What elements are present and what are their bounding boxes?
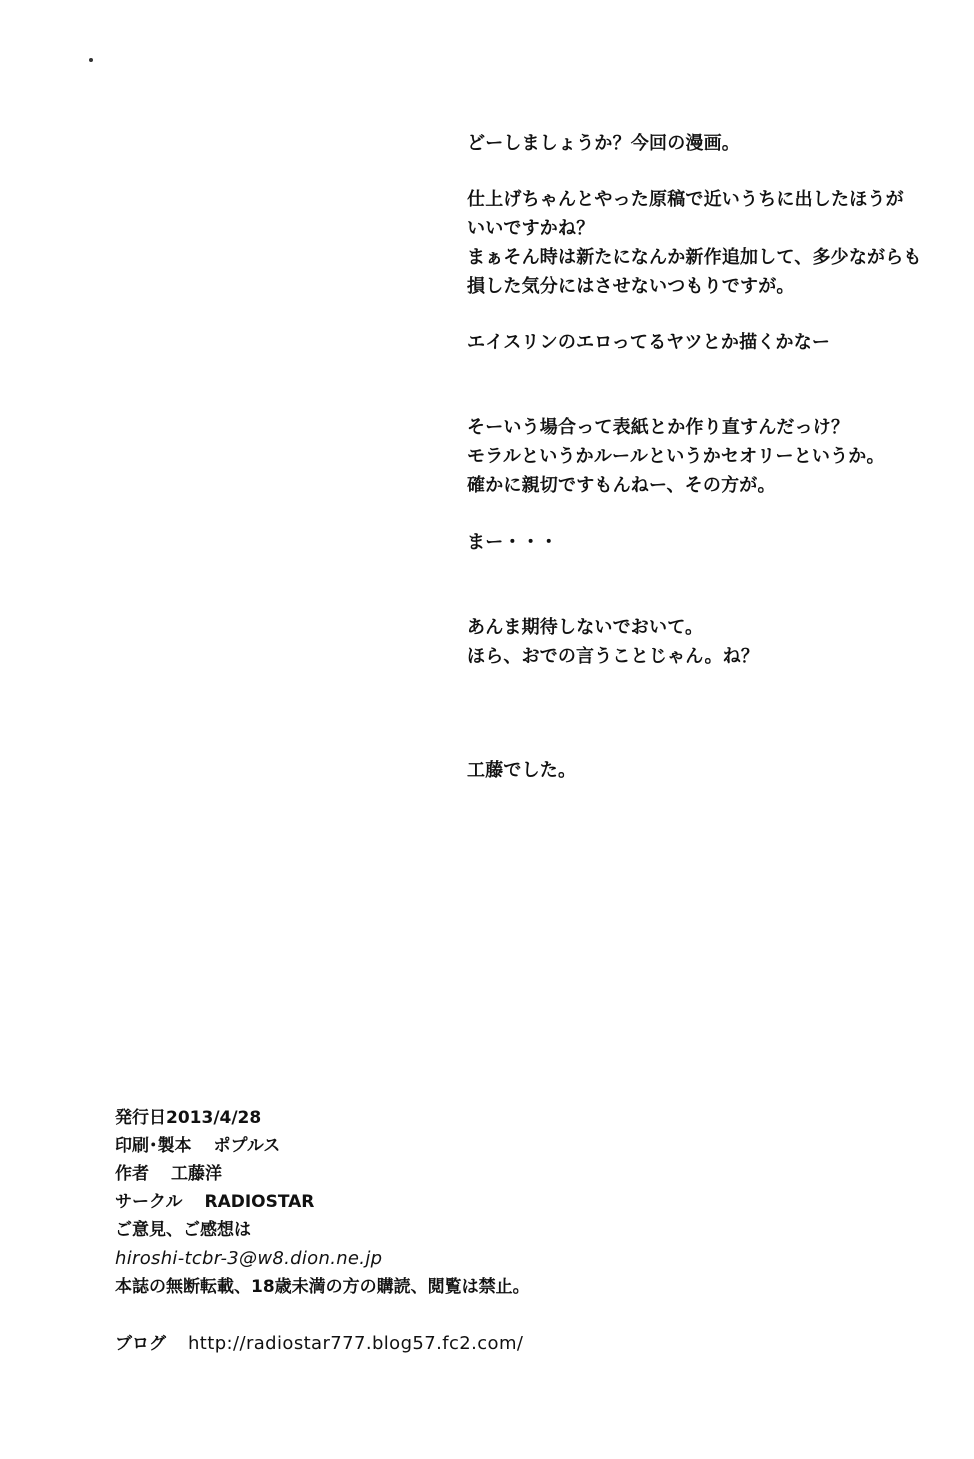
printing-label: 印刷･製本 xyxy=(115,1136,192,1156)
afterword-line: あんま期待しないでおいて。 xyxy=(467,617,704,638)
afterword-line: 損した気分にはさせないつもりですが。 xyxy=(467,276,795,297)
feedback-label: ご意見、ご感想は xyxy=(115,1220,251,1240)
speck-mark xyxy=(89,58,93,62)
printing-value: ポプルス xyxy=(213,1136,281,1156)
blog-label: ブログ xyxy=(115,1334,166,1354)
issue-date: 発行日2013/4/28 xyxy=(115,1108,262,1128)
afterword-line: 確かに親切ですもんねー、その方が。 xyxy=(467,475,776,496)
afterword-line: そーいう場合って表紙とか作り直すんだっけ？ xyxy=(467,417,850,438)
afterword-line: 仕上げちゃんとやった原稿で近いうちに出したほうが xyxy=(467,189,904,210)
author-label: 作者 xyxy=(115,1164,149,1184)
afterword-line: いいですかね？ xyxy=(467,218,595,239)
afterword-line: エイスリンのエロってるヤツとか描くかなー xyxy=(467,332,831,353)
blog-row xyxy=(115,1332,523,1356)
afterword-line: どーしましょうか？今回の漫画。 xyxy=(467,133,740,154)
afterword-line: まぁそん時は新たになんか新作追加して、多少ながらも xyxy=(467,247,922,268)
author-value: 工藤洋 xyxy=(171,1164,222,1184)
legal-notice: 本誌の無断転載、18歳未満の方の購読、閲覧は禁止。 xyxy=(115,1277,530,1297)
circle-value: RADIOSTAR xyxy=(204,1192,315,1212)
afterword-line: モラルというかルールというかセオリーというか。 xyxy=(467,446,885,467)
circle-row xyxy=(115,1190,314,1214)
printing-row xyxy=(115,1134,280,1158)
circle-label: サークル xyxy=(115,1192,183,1212)
contact-email: hiroshi-tcbr-3@w8.dion.ne.jp xyxy=(115,1248,383,1269)
afterword-signature: 工藤でした。 xyxy=(467,760,577,781)
author-row xyxy=(115,1162,222,1186)
afterword-line: ほら、おでの言うことじゃん。ね？ xyxy=(467,646,760,667)
afterword-line: まー・・・ xyxy=(467,532,558,553)
blog-url: http://radiostar777.blog57.fc2.com/ xyxy=(188,1333,524,1354)
